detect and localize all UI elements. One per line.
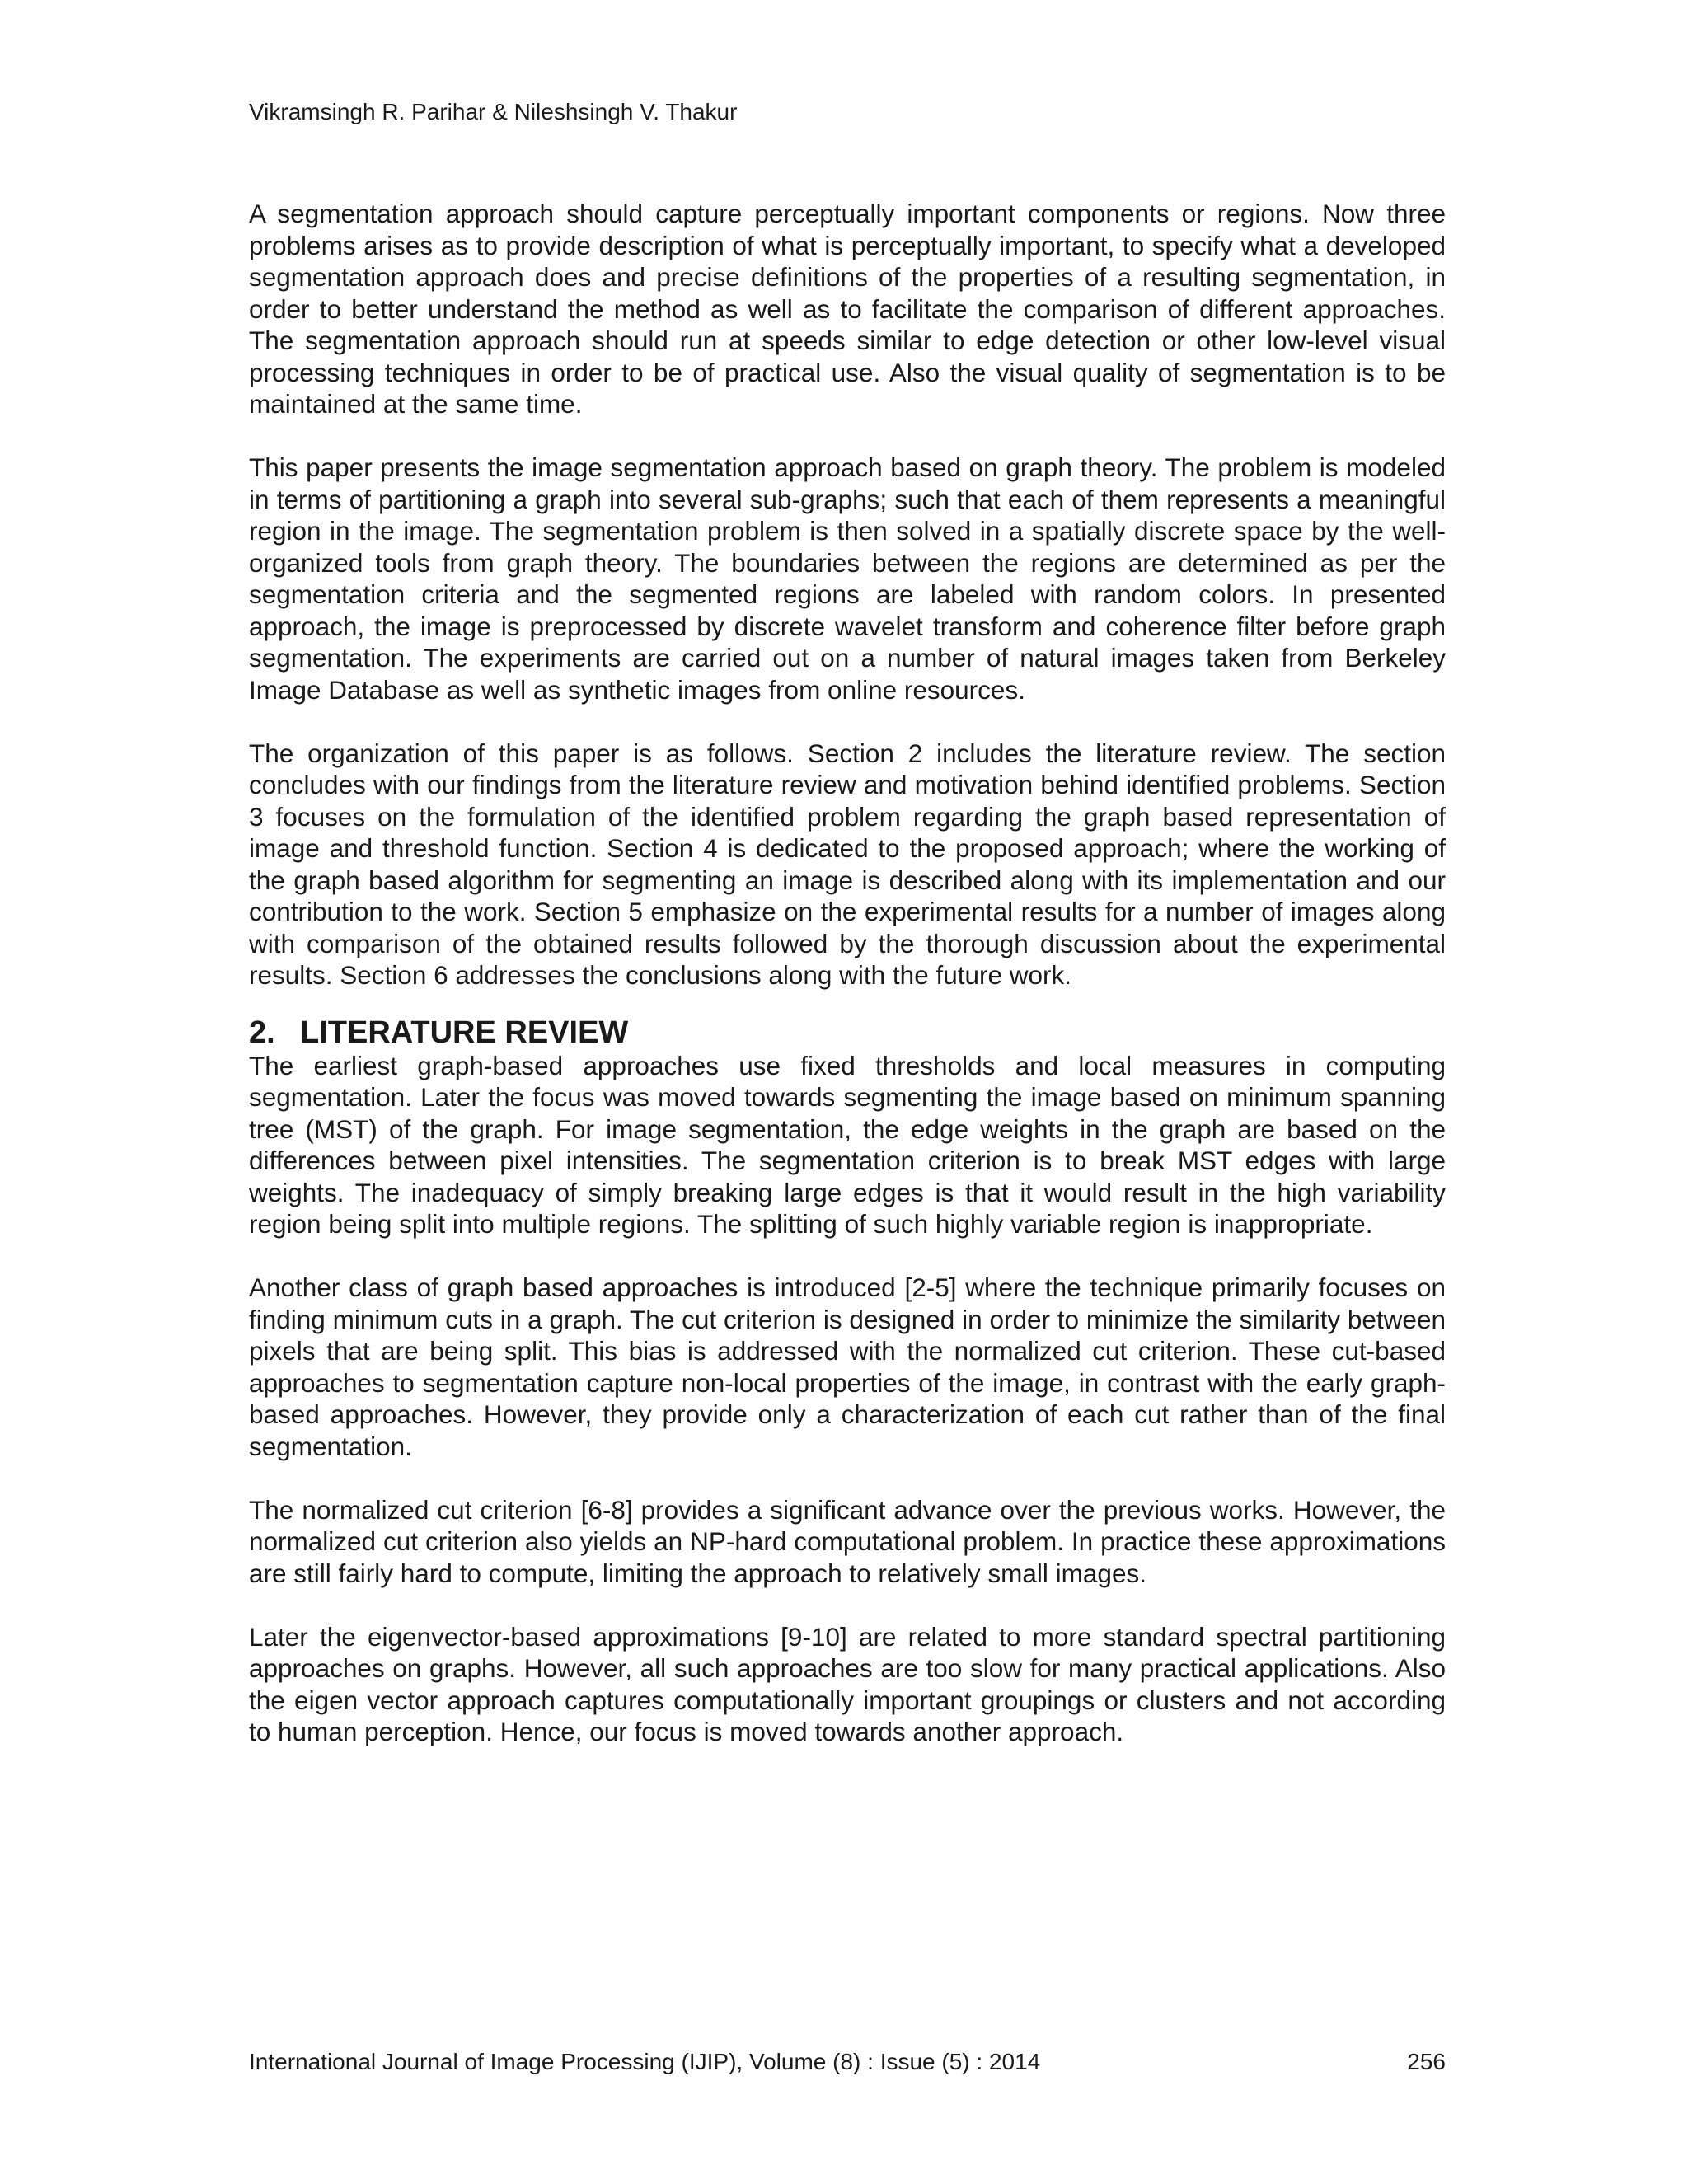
page-footer: [249, 2047, 1446, 2077]
literature-paragraph-1: The earliest graph-based approaches use fixed thresholds and local measures in computing segmentation. Later the focus was moved towards segmenting the image based on minimum spanning tree (MST) of the graph. For image segmentation, the edge weights in the graph are based on the differences between pixel intensities. The segmentation criterion is to break MST edges with large weights. The inadequacy of simply breaking large edges is that it would result in the high variability region being split into multiple regions. The splitting of such highly variable region is inappropriate.: [249, 1050, 1446, 1239]
literature-paragraph-2: Another class of graph based approaches is introduced [2-5] where the technique primarily focuses on finding minimum cuts in a graph. The cut criterion is designed in order to minimize the similarity between pixels that are being split. This bias is addressed with the normalized cut criterion. These cut-based approaches to segmentation capture non-local properties of the image, in contrast with the early graph-based approaches. However, they provide only a characterization of each cut rather than of the final segmentation.: [249, 1272, 1446, 1461]
page-body: [249, 198, 1446, 1779]
intro-paragraph-2: This paper presents the image segmentation approach based on graph theory. The problem is modeled in terms of partitioning a graph into several sub-graphs; such that each of them represents a meaningful region in the image. The segmentation problem is then solved in a spatially discrete space by the well-organized tools from graph theory. The boundaries between the regions are determined as per the segmentation criteria and the segmented regions are labeled with random colors. In presented approach, the image is preprocessed by discrete wavelet transform and coherence filter before graph segmentation. The experiments are carried out on a number of natural images taken from Berkeley Image Database as well as synthetic images from online resources.: [249, 452, 1446, 705]
intro-paragraph-1: A segmentation approach should capture perceptually important components or regions. Now three problems arises as to provide description of what is perceptually important, to specify what a developed segmentation approach does and precise definitions of the properties of a resulting segmentation, in order to better understand the method as well as to facilitate the comparison of different approaches. The segmentation approach should run at speeds similar to edge detection or other low-level visual processing techniques in order to be of practical use. Also the visual quality of segmentation is to be maintained at the same time.: [249, 199, 1446, 419]
intro-paragraph-3: The organization of this paper is as follows. Section 2 includes the literature review. The section concludes with our findings from the literature review and motivation behind identified problems. Section 3 focuses on the formulation of the identified problem regarding the graph based representation of image and threshold function. Section 4 is dedicated to the proposed approach; where the working of the graph based algorithm for segmenting an image is described along with its implementation and our contribution to the work. Section 5 emphasize on the experimental results for a number of images along with comparison of the obtained results followed by the thorough discussion about the experimental results. Section 6 addresses the conclusions along with the future work.: [249, 738, 1446, 990]
literature-paragraph-3: The normalized cut criterion [6-8] provides a significant advance over the previous works. However, the normalized cut criterion also yields an NP-hard computational problem. In practice these approximations are still fairly hard to compute, limiting the approach to relatively small images.: [249, 1494, 1446, 1588]
section-number: 2.: [249, 1015, 275, 1050]
page-number: 256: [1407, 2049, 1446, 2074]
section-heading-literature-review: [249, 1014, 1446, 1050]
running-header-authors: Vikramsingh R. Parihar & Nileshsingh V. Thakur: [249, 99, 738, 124]
literature-paragraph-4: Later the eigenvector-based approximations [9-10] are related to more standard spectral partitioning approaches on graphs. However, all such approaches are too slow for many practical applications. Also the eigen vector approach captures computationally important groupings or clusters and not according to human perception. Hence, our focus is moved towards another approach.: [249, 1621, 1446, 1746]
journal-citation: International Journal of Image Processing (IJIP), Volume (8) : Issue (5) : 2014: [249, 2049, 1041, 2074]
section-title: LITERATURE REVIEW: [300, 1015, 629, 1050]
